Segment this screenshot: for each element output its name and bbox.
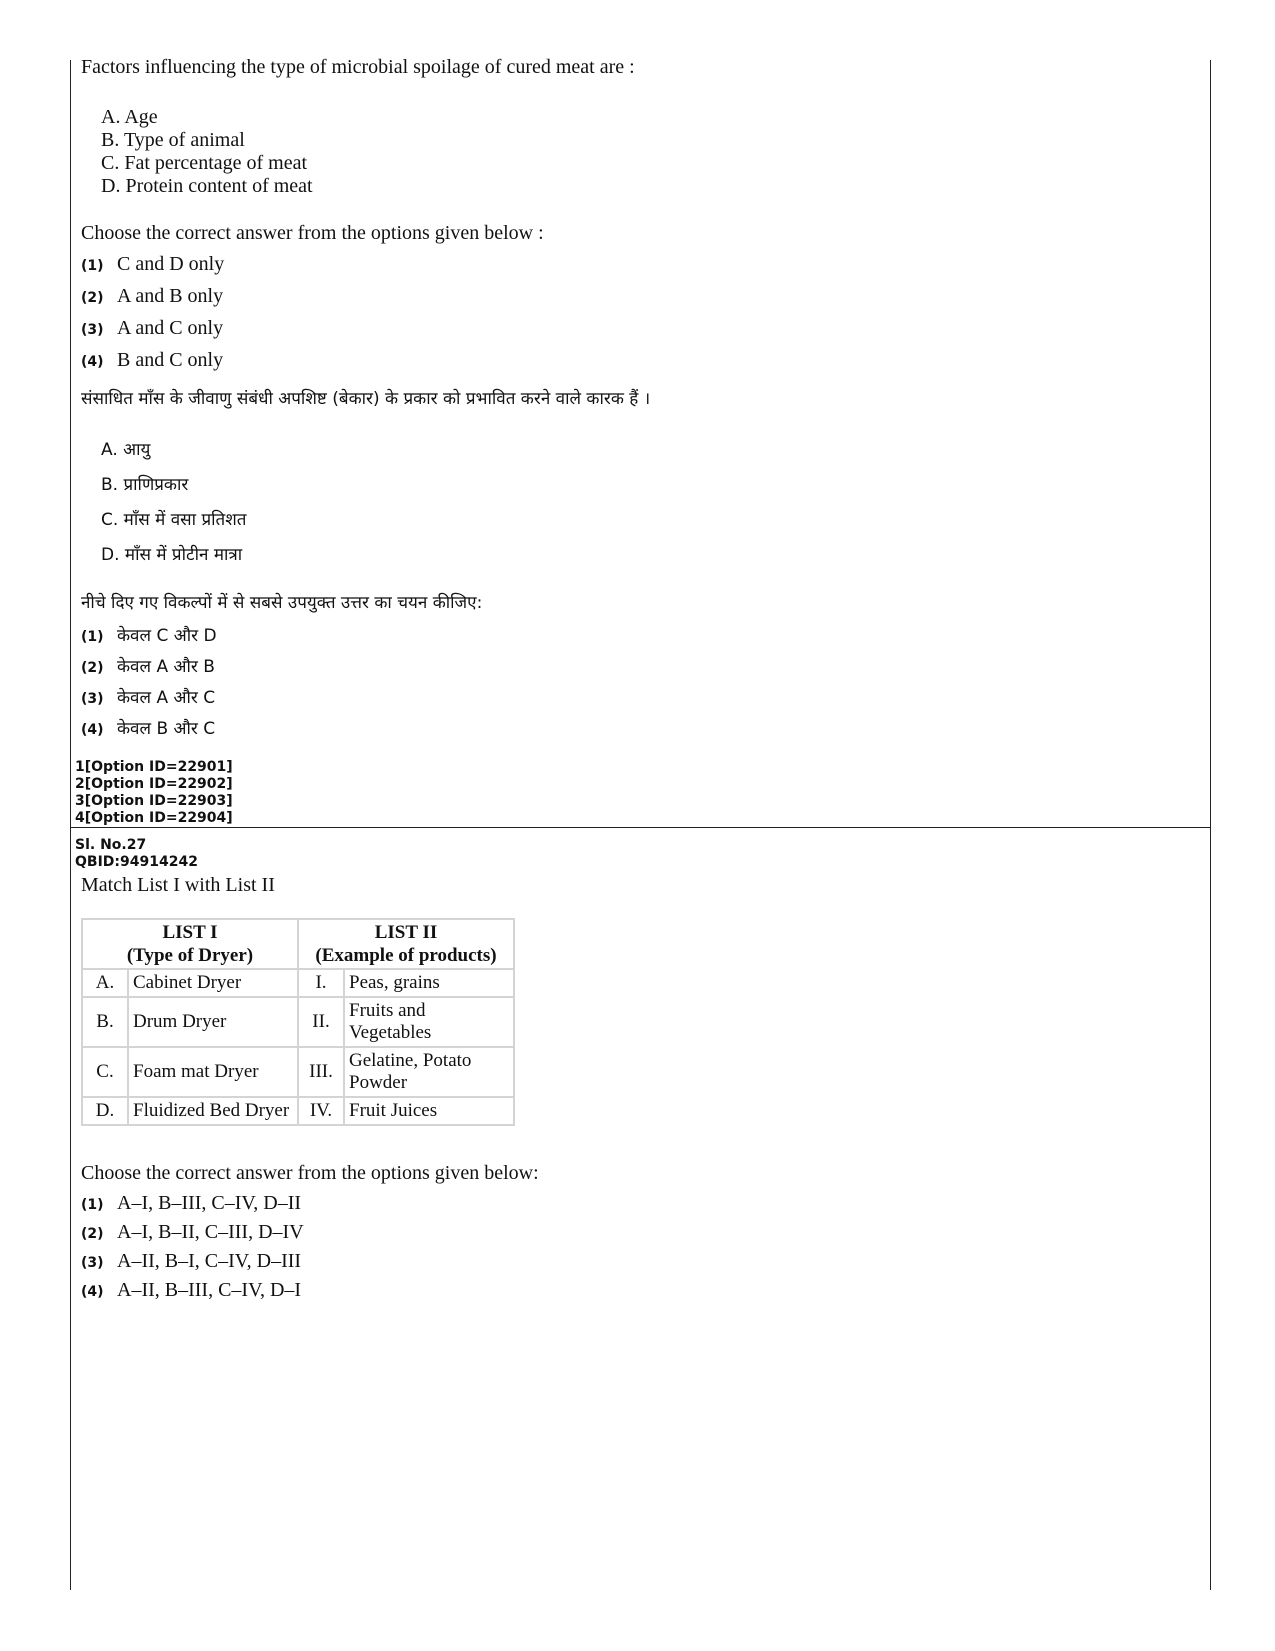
list-two-key: I.: [298, 969, 344, 997]
list-item: A. Age: [101, 106, 158, 128]
answer-option-hindi: [81, 654, 215, 677]
option-number: (2): [81, 1226, 104, 1242]
answer-option: [81, 349, 223, 372]
list-one-subtitle: (Type of Dryer): [126, 945, 254, 966]
list-one-header: [82, 919, 298, 969]
list-one-key: A.: [82, 969, 128, 997]
answer-option: [81, 317, 223, 340]
option-number: (1): [81, 629, 104, 645]
option-number: (3): [81, 322, 104, 338]
choose-instruction: Choose the correct answer from the options given below:: [81, 1162, 539, 1184]
question-stem: Match List I with List II: [81, 874, 275, 896]
option-text: केवल A और B: [117, 657, 215, 677]
table-row: [82, 1047, 514, 1097]
option-text: केवल B और C: [117, 719, 216, 739]
table-row: [82, 1097, 514, 1125]
answer-option: [81, 1221, 304, 1244]
question-stem-hindi: संसाधित माँस के जीवाणु संबंधी अपशिष्ट (बेकार) के प्रकार को प्रभावित करने वाले कारक हैं ।: [81, 389, 651, 409]
option-number: (4): [81, 354, 104, 370]
right-border: [1210, 60, 1211, 1590]
list-two-key: II.: [298, 997, 344, 1047]
list-item: B. Type of animal: [101, 129, 245, 151]
option-number: (3): [81, 691, 104, 707]
question-divider: [70, 827, 1211, 828]
list-one-item: Drum Dryer: [128, 997, 298, 1047]
list-one-item: Cabinet Dryer: [128, 969, 298, 997]
answer-option: [81, 1250, 301, 1273]
option-id: 3[Option ID=22903]: [75, 793, 233, 809]
option-text: A and C only: [117, 317, 224, 339]
table-row: [82, 969, 514, 997]
answer-option: [81, 285, 223, 308]
option-number: (1): [81, 258, 104, 274]
option-text: A–II, B–I, C–IV, D–III: [117, 1250, 302, 1272]
option-id: 2[Option ID=22902]: [75, 776, 233, 792]
answer-option-hindi: [81, 623, 217, 646]
answer-option: [81, 253, 224, 276]
option-number: (4): [81, 722, 104, 738]
option-number: (4): [81, 1284, 104, 1300]
list-two-key: IV.: [298, 1097, 344, 1125]
list-item: D. Protein content of meat: [101, 175, 313, 197]
option-number: (2): [81, 660, 104, 676]
left-border: [70, 60, 71, 1590]
answer-option-hindi: [81, 685, 215, 708]
list-two-item: Fruit Juices: [344, 1097, 514, 1125]
table-header-row: [82, 919, 514, 969]
list-two-title: LIST II: [374, 922, 438, 943]
list-item-hindi: D. माँस में प्रोटीन मात्रा: [101, 545, 243, 565]
list-one-key: B.: [82, 997, 128, 1047]
list-item: C. Fat percentage of meat: [101, 152, 308, 174]
option-number: (1): [81, 1197, 104, 1213]
option-text: A–I, B–II, C–III, D–IV: [117, 1221, 304, 1243]
list-one-key: D.: [82, 1097, 128, 1125]
list-item-hindi: C. माँस में वसा प्रतिशत: [101, 510, 247, 530]
option-id: 1[Option ID=22901]: [75, 759, 233, 775]
option-text: केवल C और D: [117, 626, 217, 646]
option-text: A–II, B–III, C–IV, D–I: [117, 1279, 302, 1301]
answer-option-hindi: [81, 716, 215, 739]
list-two-item: Gelatine, Potato Powder: [344, 1047, 514, 1097]
option-text: केवल A और C: [117, 688, 216, 708]
list-one-item: Foam mat Dryer: [128, 1047, 298, 1097]
list-one-item: Fluidized Bed Dryer: [128, 1097, 298, 1125]
option-id: 4[Option ID=22904]: [75, 810, 233, 826]
list-item-hindi: A. आयु: [101, 440, 151, 460]
table-row: [82, 997, 514, 1047]
list-one-key: C.: [82, 1047, 128, 1097]
list-two-subtitle: (Example of products): [315, 945, 497, 966]
choose-instruction-hindi: नीचे दिए गए विकल्पों में से सबसे उपयुक्त उत्तर का चयन कीजिए:: [81, 593, 483, 613]
list-two-item: Peas, grains: [344, 969, 514, 997]
question-stem: Factors influencing the type of microbial spoilage of cured meat are :: [81, 56, 635, 78]
list-two-key: III.: [298, 1047, 344, 1097]
match-table: [81, 918, 515, 1126]
option-number: (2): [81, 290, 104, 306]
option-text: B and C only: [117, 349, 224, 371]
list-item-hindi: B. प्राणिप्रकार: [101, 475, 189, 495]
option-number: (3): [81, 1255, 104, 1271]
option-text: A–I, B–III, C–IV, D–II: [117, 1192, 302, 1214]
serial-number: Sl. No.27: [75, 837, 147, 853]
option-text: A and B only: [117, 285, 224, 307]
list-one-title: LIST I: [162, 922, 218, 943]
answer-option: [81, 1192, 301, 1215]
list-two-item: Fruits and Vegetables: [344, 997, 514, 1047]
choose-instruction: Choose the correct answer from the options given below :: [81, 222, 544, 244]
list-two-header: [298, 919, 514, 969]
question-bank-id: QBID:94914242: [75, 854, 198, 870]
answer-option: [81, 1279, 301, 1302]
option-text: C and D only: [117, 253, 225, 275]
